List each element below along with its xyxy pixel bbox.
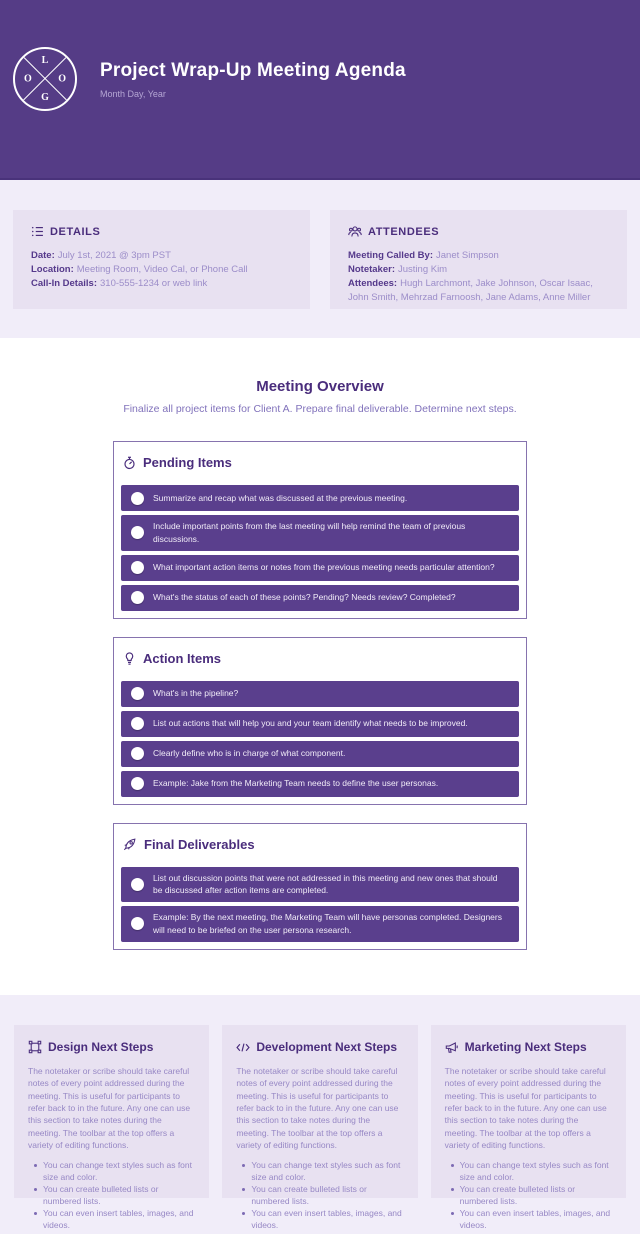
bullet-dot-icon	[242, 1212, 245, 1215]
next-steps-bullet	[236, 1160, 403, 1184]
attendees-value: Hugh Larchmont, Jake Johnson, Oscar Isaac, John Smith, Mehrzad Farnoosh, Jane Adams, Anne Miller	[348, 278, 593, 304]
details-value: 310-555-1234 or web link	[100, 278, 208, 290]
agenda-row	[121, 741, 519, 767]
checkbox-circle	[131, 777, 144, 790]
bullet-text: You can create bulleted lists or numbered lists.	[459, 1183, 576, 1206]
lightbulb-icon	[123, 651, 136, 665]
people-icon	[348, 225, 362, 238]
details-value: Meeting Room, Video Cal, or Phone Call	[76, 264, 248, 276]
checkbox-circle	[131, 917, 144, 930]
checkbox-circle	[131, 747, 144, 760]
artboard-icon	[28, 1040, 42, 1054]
attendees-heading: ATTENDEES	[368, 225, 440, 238]
info-section	[0, 180, 640, 338]
next-steps-paragraph: The notetaker or scribe should take careful notes of every point addressed during the meeting. This is useful for participants to refer back to in the future. Any one can use this section to take notes during the meeting. The toolbar at the top offers a variety of editing functions.	[236, 1066, 399, 1150]
bullet-dot-icon	[451, 1164, 454, 1167]
checkbox-circle	[131, 687, 144, 700]
bullet-dot-icon	[242, 1164, 245, 1167]
final-deliverables-heading: Final Deliverables	[144, 836, 255, 852]
bullet-dot-icon	[451, 1188, 454, 1191]
bullet-dot-icon	[34, 1164, 37, 1167]
checkbox-circle	[131, 878, 144, 891]
bullet-text: You can change text styles such as font size and color.	[43, 1160, 193, 1183]
action-items-heading: Action Items	[143, 650, 222, 666]
page-date: Month Day, Year	[100, 89, 166, 99]
design-next-steps-card	[14, 1025, 209, 1230]
next-steps-bullet	[28, 1184, 195, 1208]
final-deliverables-box	[113, 823, 527, 950]
next-steps-section	[0, 995, 640, 1234]
details-row	[31, 249, 292, 263]
design-next-steps-heading: Design Next Steps	[48, 1040, 154, 1054]
list-icon	[31, 225, 44, 238]
bullet-text: You can change text styles such as font size and color.	[251, 1160, 401, 1183]
agenda-row-text: What's the status of each of these points? Pending? Needs review? Completed?	[153, 592, 456, 603]
details-row	[31, 263, 292, 277]
bullet-text: You can even insert tables, images, and videos.	[251, 1207, 402, 1230]
pending-items-heading: Pending Items	[143, 455, 232, 470]
agenda-row-text: Clearly define who is in charge of what component.	[153, 748, 346, 759]
agenda-row-text: What important action items or notes from the previous meeting needs particular attention?	[153, 562, 495, 573]
logo	[13, 47, 77, 111]
agenda-row	[121, 515, 519, 551]
code-icon	[236, 1041, 250, 1054]
details-heading: DETAILS	[50, 225, 101, 238]
overview-title: Meeting Overview	[256, 378, 384, 395]
agenda-row	[121, 555, 519, 581]
attendees-row	[348, 277, 609, 305]
attendees-value: Janet Simpson	[436, 250, 499, 261]
logo-letter: O	[58, 73, 66, 85]
details-label: Location:	[31, 264, 74, 276]
next-steps-bullet	[445, 1184, 612, 1208]
logo-letter: L	[41, 55, 49, 66]
agenda-row	[121, 681, 519, 707]
header-banner	[0, 0, 640, 180]
bullet-text: You can even insert tables, images, and videos.	[459, 1207, 611, 1230]
agenda-row	[121, 906, 519, 942]
agenda-row	[121, 585, 519, 611]
overview-subtitle: Finalize all project items for Client A. Prepare final deliverable. Determine next steps.	[123, 403, 517, 415]
bullet-dot-icon	[34, 1212, 37, 1215]
pending-items-box	[113, 441, 527, 619]
attendees-card	[330, 210, 627, 309]
checkbox-circle	[131, 526, 144, 539]
logo-letter: O	[24, 73, 32, 85]
bullet-text: You can even insert tables, images, and videos.	[43, 1207, 194, 1230]
agenda-row-text: Example: By the next meeting, the Marketing Team will have personas completed. Designers will need to be briefed on the user persona research.	[153, 912, 502, 935]
agenda-row	[121, 771, 519, 797]
megaphone-icon	[445, 1041, 459, 1054]
checkbox-circle	[131, 561, 144, 574]
agenda-row-text: List out actions that will help you and your team identify what needs to be improved.	[153, 718, 468, 729]
attendees-label: Meeting Called By:	[348, 250, 433, 261]
bullet-text: You can create bulleted lists or numbered lists.	[43, 1183, 159, 1206]
marketing-next-steps-heading: Marketing Next Steps	[464, 1040, 587, 1054]
stopwatch-icon	[123, 456, 136, 470]
agenda-row	[121, 711, 519, 737]
agenda-row-text: Include important points from the last meeting will help remind the team of previous discussions.	[153, 521, 466, 544]
attendees-value: Justing Kim	[398, 264, 448, 276]
bullet-dot-icon	[34, 1188, 37, 1191]
page-title: Project Wrap-Up Meeting Agenda	[100, 60, 406, 81]
rocket-icon	[123, 837, 137, 851]
agenda-row-text: Summarize and recap what was discussed at the previous meeting.	[153, 492, 408, 503]
details-value: July 1st, 2021 @ 3pm PST	[57, 250, 171, 261]
agenda-row-text: What's in the pipeline?	[153, 688, 239, 699]
details-label: Date:	[31, 250, 55, 261]
bullet-dot-icon	[242, 1188, 245, 1191]
bullet-text: You can change text styles such as font size and color.	[459, 1160, 609, 1183]
attendees-row	[348, 263, 609, 277]
checkbox-circle	[131, 591, 144, 604]
attendees-label: Notetaker:	[348, 264, 395, 276]
checkbox-circle	[131, 717, 144, 730]
attendees-row	[348, 249, 609, 263]
agenda-row-text: List out discussion points that were not addressed in this meeting and new ones that should be discussed after action items are completed.	[153, 872, 498, 896]
bullet-text: You can create bulleted lists or numbered lists.	[251, 1183, 367, 1206]
next-steps-bullet	[236, 1184, 403, 1208]
details-row	[31, 277, 292, 291]
next-steps-paragraph: The notetaker or scribe should take careful notes of every point addressed during the meeting. This is useful for participants to refer back to in the future. Any one can use this section to take notes during the meeting. The toolbar at the top offers a variety of editing functions.	[444, 1066, 607, 1150]
details-label: Call-In Details:	[31, 278, 97, 290]
logo-letter: G	[41, 92, 49, 103]
agenda-row	[121, 485, 519, 511]
agenda-row-text: Example: Jake from the Marketing Team needs to define the user personas.	[153, 778, 439, 789]
overview-section	[0, 338, 640, 995]
next-steps-paragraph: The notetaker or scribe should take careful notes of every point addressed during the meeting. This is useful for participants to refer back to in the future. Any one can use this section to take notes during the meeting. The toolbar at the top offers a variety of editing functions.	[28, 1066, 191, 1150]
next-steps-bullet	[445, 1208, 612, 1232]
agenda-row	[121, 867, 519, 903]
checkbox-circle	[131, 492, 144, 505]
next-steps-bullet	[236, 1208, 403, 1232]
action-items-box	[113, 637, 527, 805]
attendees-label: Attendees:	[348, 278, 398, 290]
next-steps-bullet	[28, 1208, 195, 1232]
development-next-steps-card	[222, 1025, 417, 1230]
development-next-steps-heading: Development Next Steps	[256, 1040, 398, 1054]
next-steps-bullet	[445, 1160, 612, 1184]
next-steps-bullet	[28, 1160, 195, 1184]
marketing-next-steps-card	[431, 1025, 626, 1230]
details-card	[13, 210, 310, 309]
bullet-dot-icon	[451, 1212, 454, 1215]
